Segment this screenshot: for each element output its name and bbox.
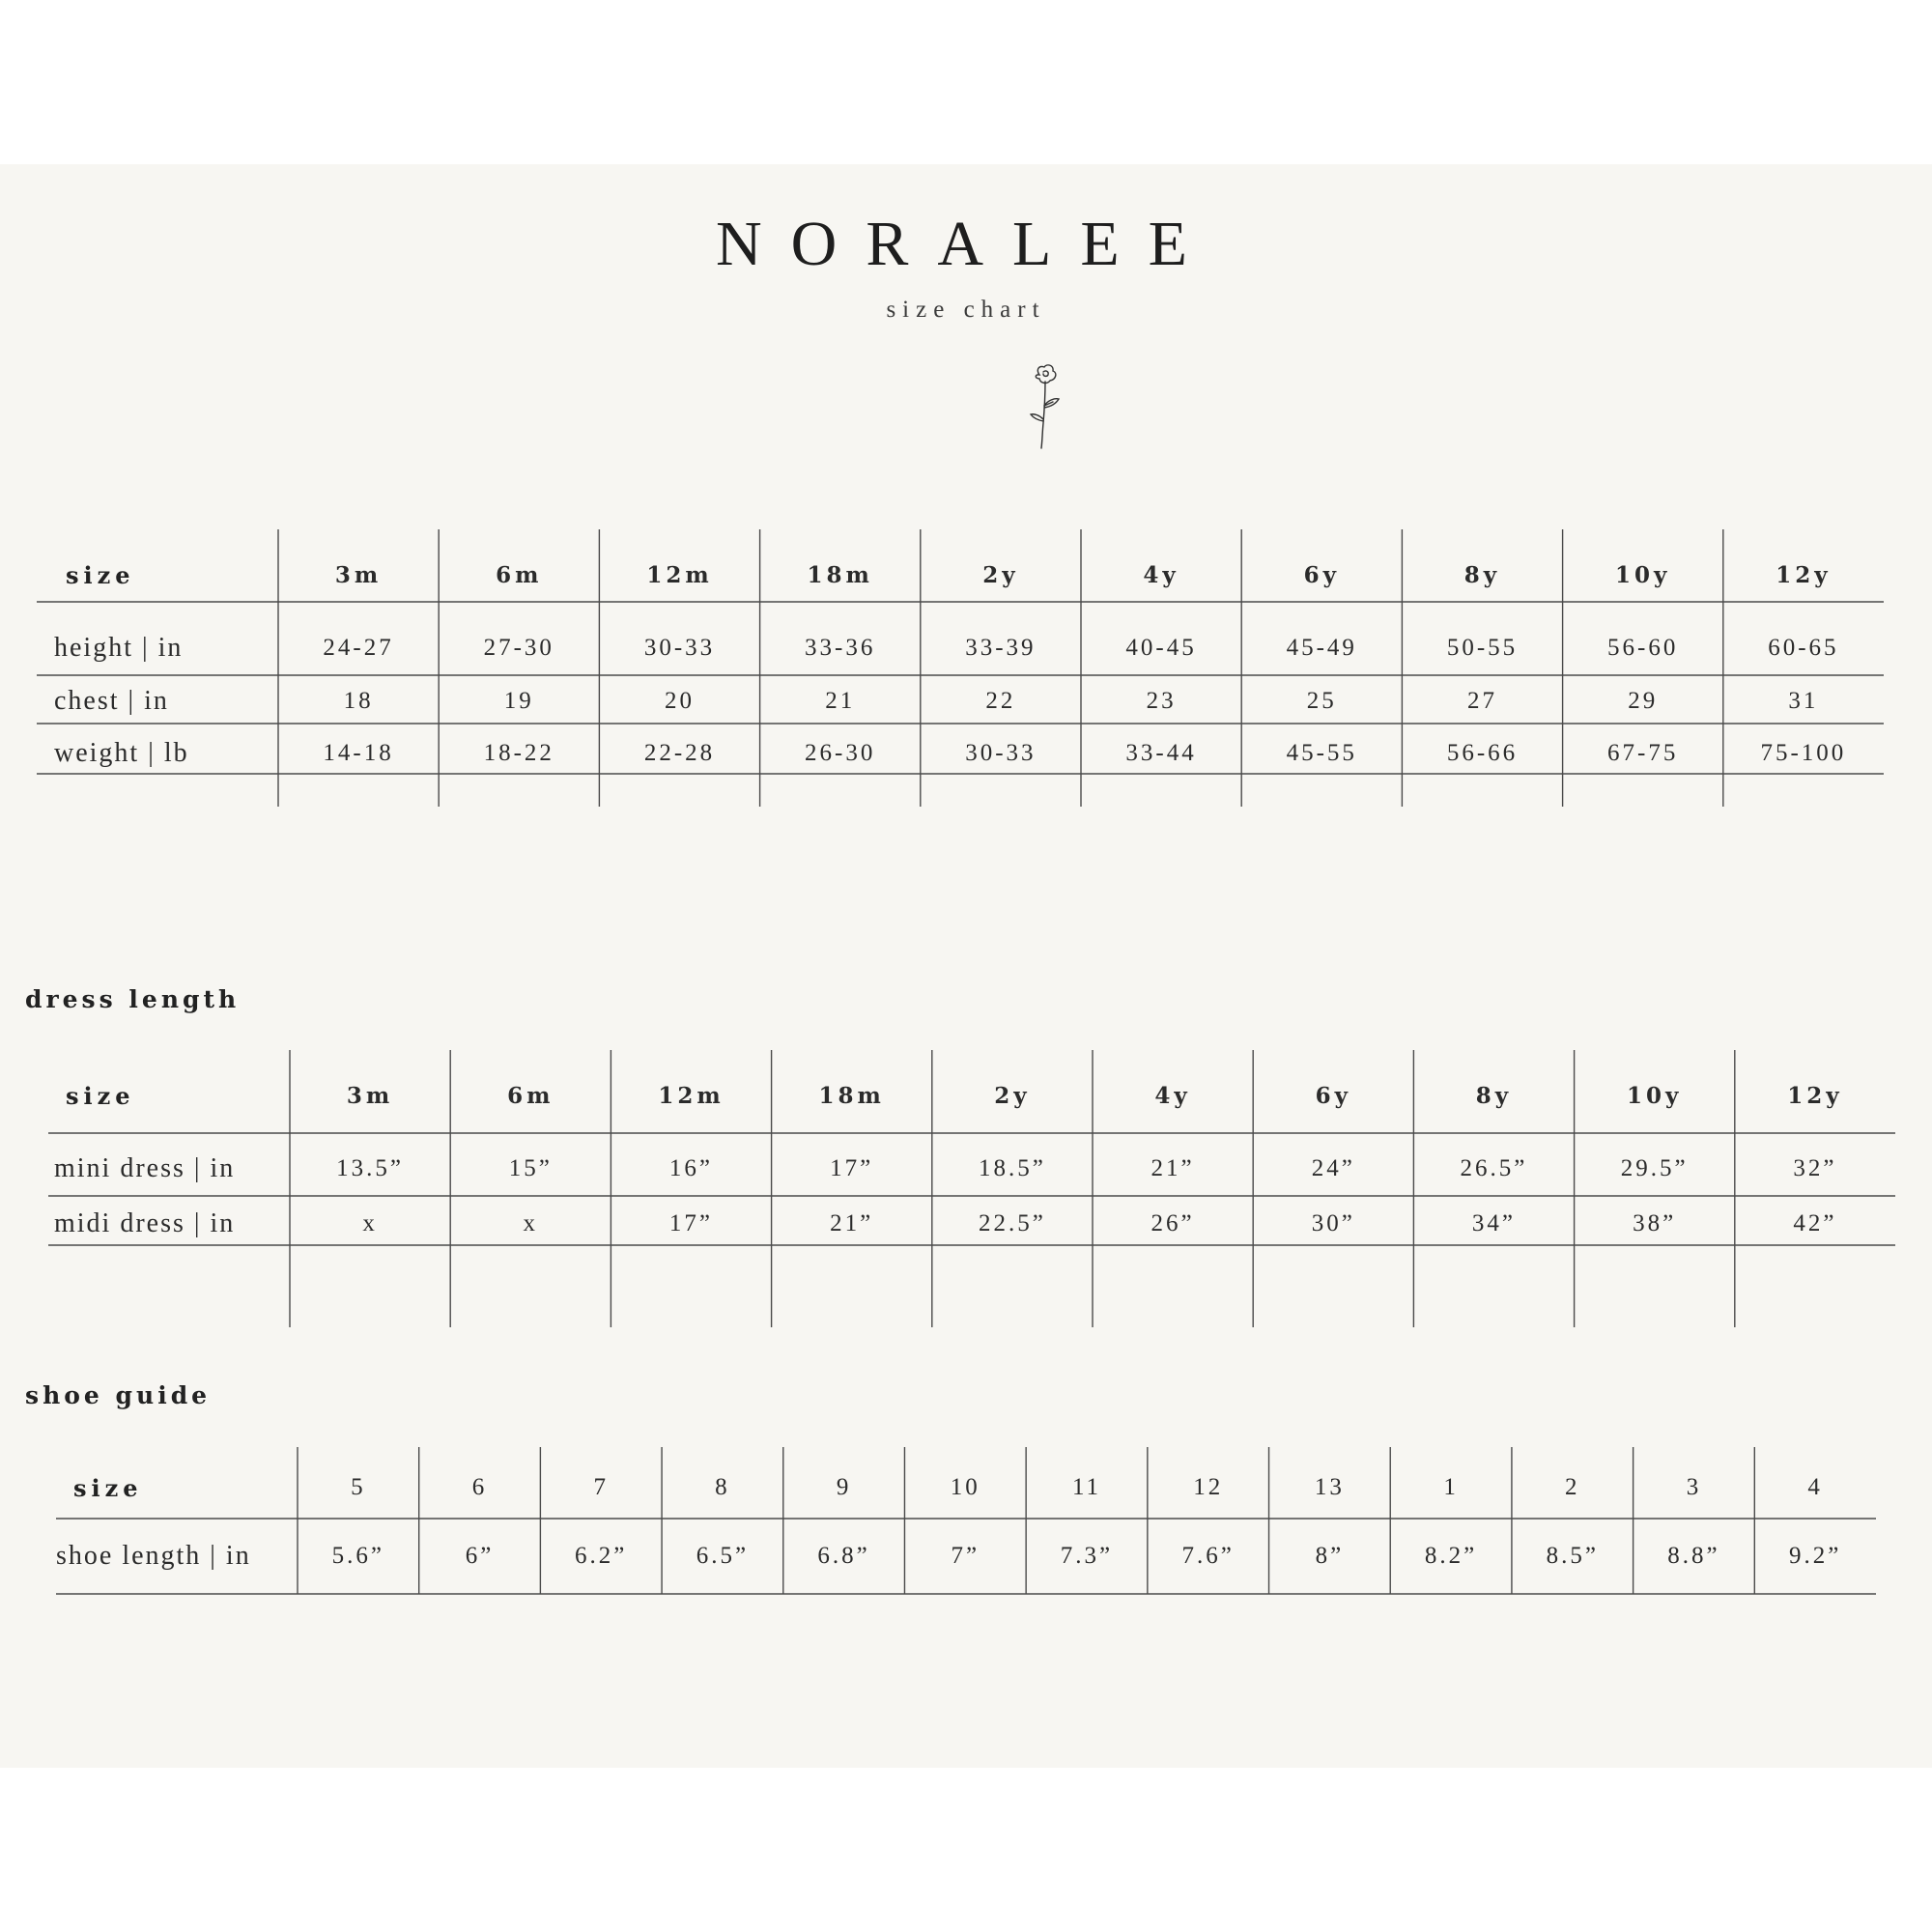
dress_table-header-6y: 6y <box>1315 1082 1351 1109</box>
size_table-cell: 27 <box>1466 688 1497 714</box>
shoe_table-cell: 9.2” <box>1788 1543 1842 1569</box>
dress_table-cell: 32” <box>1793 1155 1837 1181</box>
shoe_table-cell: 8.5” <box>1546 1543 1599 1569</box>
size_table-header-10y: 10y <box>1615 561 1671 588</box>
dress_table-cell: 26” <box>1151 1210 1195 1236</box>
size_table-cell: 18-22 <box>483 740 554 766</box>
size_table-header-8y: 8y <box>1463 561 1501 588</box>
shoe_table-cell: 8.8” <box>1667 1543 1720 1569</box>
size_table-cell: 33-44 <box>1125 740 1197 766</box>
size_table-header-6m: 6m <box>496 561 543 588</box>
size_table-header-6y: 6y <box>1303 561 1340 588</box>
size_table-cell: 60-65 <box>1768 635 1839 661</box>
dress_table-cell: 26.5” <box>1460 1155 1528 1181</box>
shoe_table-header-5: 5 <box>351 1474 366 1500</box>
shoe_table-header-9: 9 <box>836 1474 852 1500</box>
page-subtitle: size chart <box>886 297 1046 323</box>
size_table-cell: 24-27 <box>323 635 394 661</box>
shoe_table-cell: 8.2” <box>1424 1543 1478 1569</box>
shoe_table-cell: 6” <box>465 1543 495 1569</box>
size_table-cell: 29 <box>1628 688 1659 714</box>
shoe_table-header-10: 10 <box>950 1474 980 1500</box>
dress_table-header-12m: 12m <box>658 1082 724 1109</box>
size_table-cell: 19 <box>503 688 534 714</box>
size_table-header-12m: 12m <box>646 561 713 588</box>
size_table-cell: 31 <box>1788 688 1819 714</box>
size_table-cell: 21 <box>825 688 856 714</box>
size_table-row-label: height | in <box>54 633 184 663</box>
shoe_table-header-2: 2 <box>1565 1474 1580 1500</box>
size_table-row-label: chest | in <box>54 686 169 716</box>
shoe_table-header-size-label: size <box>73 1473 143 1502</box>
shoe_table-header-3: 3 <box>1686 1474 1702 1500</box>
size_table-cell: 40-45 <box>1125 635 1197 661</box>
shoe_table-header-7: 7 <box>593 1474 609 1500</box>
size_table-cell: 22 <box>985 688 1016 714</box>
dress_table-cell: 16” <box>668 1155 714 1181</box>
shoe_table-header-11: 11 <box>1071 1474 1102 1500</box>
shoe_table-row-label: shoe length | in <box>56 1541 251 1571</box>
brand-logo-text: NORALEE <box>716 209 1216 279</box>
size_table-cell: 30-33 <box>643 635 716 661</box>
size_table-cell: 27-30 <box>483 635 554 661</box>
size_table-cell: 30-33 <box>965 740 1037 766</box>
dress_table-cell: 30” <box>1311 1210 1355 1236</box>
dress_table-header-6m: 6m <box>507 1082 554 1109</box>
size_table-row-label: weight | lb <box>54 738 189 768</box>
size_table-cell: 45-55 <box>1286 740 1357 766</box>
dress-length-title: dress length <box>25 985 241 1013</box>
size_table-header-12y: 12y <box>1776 561 1832 588</box>
dress_table-cell: 17” <box>830 1155 874 1181</box>
dress_table-cell: x <box>523 1210 539 1236</box>
size_table-cell: 23 <box>1146 688 1177 714</box>
dress_table-header-12y: 12y <box>1787 1082 1843 1109</box>
size_table-cell: 33-39 <box>965 635 1037 661</box>
size_table-cell: 75-100 <box>1760 740 1847 766</box>
shoe_table-cell: 7” <box>951 1543 980 1569</box>
dress_table-cell: 15” <box>508 1155 553 1181</box>
size_table-cell: 67-75 <box>1607 740 1679 766</box>
shoe_table-cell: 6.8” <box>817 1543 870 1569</box>
shoe_table-header-8: 8 <box>715 1474 730 1500</box>
dress_table-cell: 24” <box>1311 1155 1355 1181</box>
dress_table-row-label: mini dress | in <box>54 1153 236 1183</box>
dress_table-header-2y: 2y <box>994 1082 1031 1109</box>
flower-sketch-icon <box>1026 363 1065 450</box>
size_table-header-4y: 4y <box>1143 561 1179 588</box>
shoe_table-header-4: 4 <box>1807 1474 1823 1500</box>
dress_table-header-8y: 8y <box>1475 1082 1513 1109</box>
dress_table-cell: 29.5” <box>1620 1155 1689 1181</box>
dress_table-header-4y: 4y <box>1154 1082 1191 1109</box>
dress_table-header-18m: 18m <box>818 1082 885 1109</box>
dress_table-header-10y: 10y <box>1627 1082 1683 1109</box>
size_table-cell: 56-60 <box>1607 635 1679 661</box>
size_table-cell: 22-28 <box>643 740 716 766</box>
shoe_table-header-12: 12 <box>1193 1474 1224 1500</box>
dress_table-cell: 18.5” <box>978 1155 1046 1181</box>
size_table-header-18m: 18m <box>807 561 873 588</box>
dress_table-header-size-label: size <box>66 1081 135 1110</box>
dress_table-row-label: midi dress | in <box>54 1208 236 1238</box>
size_table-header-3m: 3m <box>334 561 383 588</box>
dress_table-cell: 22.5” <box>978 1210 1046 1236</box>
shoe_table-cell: 6.5” <box>696 1543 750 1569</box>
shoe-guide-title: shoe guide <box>25 1381 212 1409</box>
dress_table-cell: 17” <box>668 1210 714 1236</box>
size_table-cell: 20 <box>664 688 695 714</box>
dress_table-cell: 21” <box>830 1210 874 1236</box>
shoe_table-header-1: 1 <box>1443 1474 1459 1500</box>
shoe_table-cell: 5.6” <box>331 1543 385 1569</box>
size_table-cell: 45-49 <box>1286 635 1357 661</box>
size_table-cell: 25 <box>1306 688 1337 714</box>
size_table-header-2y: 2y <box>982 561 1019 588</box>
dress_table-cell: 34” <box>1471 1210 1517 1236</box>
shoe_table-cell: 7.6” <box>1181 1543 1235 1569</box>
dress_table-cell: 13.5” <box>336 1155 405 1181</box>
size_table-cell: 56-66 <box>1446 740 1519 766</box>
size_table-cell: 14-18 <box>323 740 394 766</box>
dress_table-cell: 42” <box>1793 1210 1837 1236</box>
shoe_table-cell: 6.2” <box>575 1543 628 1569</box>
shoe_table-cell: 8” <box>1315 1543 1345 1569</box>
shoe_table-header-13: 13 <box>1314 1474 1345 1500</box>
size_table-header-size-label: size <box>66 560 135 589</box>
dress_table-header-3m: 3m <box>346 1082 394 1109</box>
dress_table-cell: 21” <box>1151 1155 1195 1181</box>
shoe_table-header-6: 6 <box>471 1474 488 1500</box>
dress_table-cell: 38” <box>1633 1210 1677 1236</box>
size_table-cell: 26-30 <box>805 740 876 766</box>
dress_table-cell: x <box>362 1210 378 1236</box>
size_table-cell: 50-55 <box>1446 635 1519 661</box>
size_table-cell: 18 <box>343 688 374 714</box>
size_table-cell: 33-36 <box>805 635 876 661</box>
shoe_table-cell: 7.3” <box>1060 1543 1114 1569</box>
